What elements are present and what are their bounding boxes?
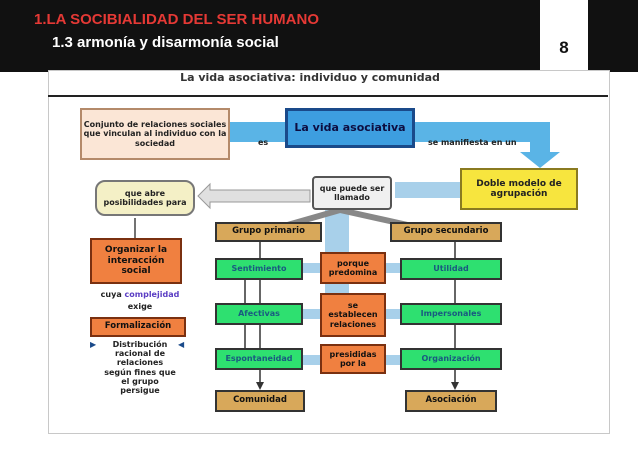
que-abre-box — [95, 180, 195, 216]
row1-middle-box — [320, 252, 386, 284]
row2-left-text: Afectivas — [238, 309, 280, 319]
row1-right-text: Utilidad — [433, 264, 469, 274]
organizar-box — [90, 238, 182, 284]
distribucion-arrows: ▶ — [90, 340, 97, 349]
cuya-label — [94, 290, 186, 299]
distribucion-text: Distribución racional de relaciones según fines que el grupo persigue — [104, 340, 176, 395]
slide-subtitle: 1.3 armonía y disarmonía social — [52, 34, 279, 51]
comunidad-box — [215, 390, 305, 412]
organizar-text: Organizar la interacción social — [104, 245, 168, 277]
row3-left-box — [215, 348, 303, 370]
doble-modelo-box — [460, 168, 578, 210]
grupo-primario-text: Grupo primario — [232, 226, 305, 237]
que-abre-text: que abre posibilidades para — [103, 188, 187, 207]
grupo-primario-box — [215, 222, 322, 242]
que-puede-text: que puede ser llamado — [319, 183, 385, 202]
formalizacion-text: Formalización — [104, 321, 172, 332]
row3-right-text: Organización — [421, 354, 481, 364]
formalizacion-box — [90, 317, 186, 337]
label-es: es — [258, 138, 269, 147]
page-number: 8 — [559, 38, 569, 57]
row1-right-box — [400, 258, 502, 280]
definition-box — [80, 108, 230, 160]
row3-middle-text: presididas por la — [329, 349, 377, 368]
row1-left-text: Sentimiento — [231, 264, 287, 274]
grupo-secundario-box — [390, 222, 502, 242]
arrow-head-comunidad — [256, 382, 264, 390]
diagram-title: La vida asociativa: individuo y comunidad — [180, 71, 440, 84]
slide-header — [0, 0, 638, 72]
page-number-box — [540, 0, 588, 72]
slide-title: 1.LA SOCIBIALIDAD DEL SER HUMANO — [34, 11, 320, 28]
row3-middle-box — [320, 344, 386, 374]
arrow-head-asociacion — [451, 382, 459, 390]
row2-right-text: Impersonales — [420, 309, 482, 319]
row2-right-box — [400, 303, 502, 325]
row1-middle-text: porque predomina — [328, 258, 378, 277]
title-rule — [48, 95, 608, 97]
row2-middle-text: se establecen relaciones — [328, 301, 378, 329]
definition-text: Conjunto de relaciones sociales que vinculan al individuo con la sociedad — [83, 120, 227, 148]
cuya-highlight: complejidad — [124, 290, 180, 299]
band-doble-to-puede — [395, 182, 462, 198]
row2-middle-box — [320, 293, 386, 337]
asociacion-box — [405, 390, 497, 412]
grupo-secundario-text: Grupo secundario — [403, 226, 489, 237]
row2-left-box — [215, 303, 303, 325]
comunidad-text: Comunidad — [233, 395, 287, 406]
concept-map — [80, 100, 600, 418]
que-puede-box — [312, 176, 392, 210]
label-manifiesta: se manifiesta en un — [428, 138, 517, 147]
row1-left-box — [215, 258, 303, 280]
row3-left-text: Espontaneidad — [225, 354, 293, 364]
exige-label: exige — [127, 302, 153, 311]
central-concept-text: La vida asociativa — [294, 120, 406, 134]
row3-right-box — [400, 348, 502, 370]
distribucion-arrow-right: ◀ — [178, 340, 185, 349]
cuya-prefix: cuya — [100, 290, 125, 299]
doble-modelo-text: Doble modelo de agrupación — [476, 178, 562, 199]
asociacion-text: Asociación — [425, 395, 477, 406]
central-concept-box — [285, 108, 415, 148]
arrow-to-que-abre — [198, 184, 310, 208]
